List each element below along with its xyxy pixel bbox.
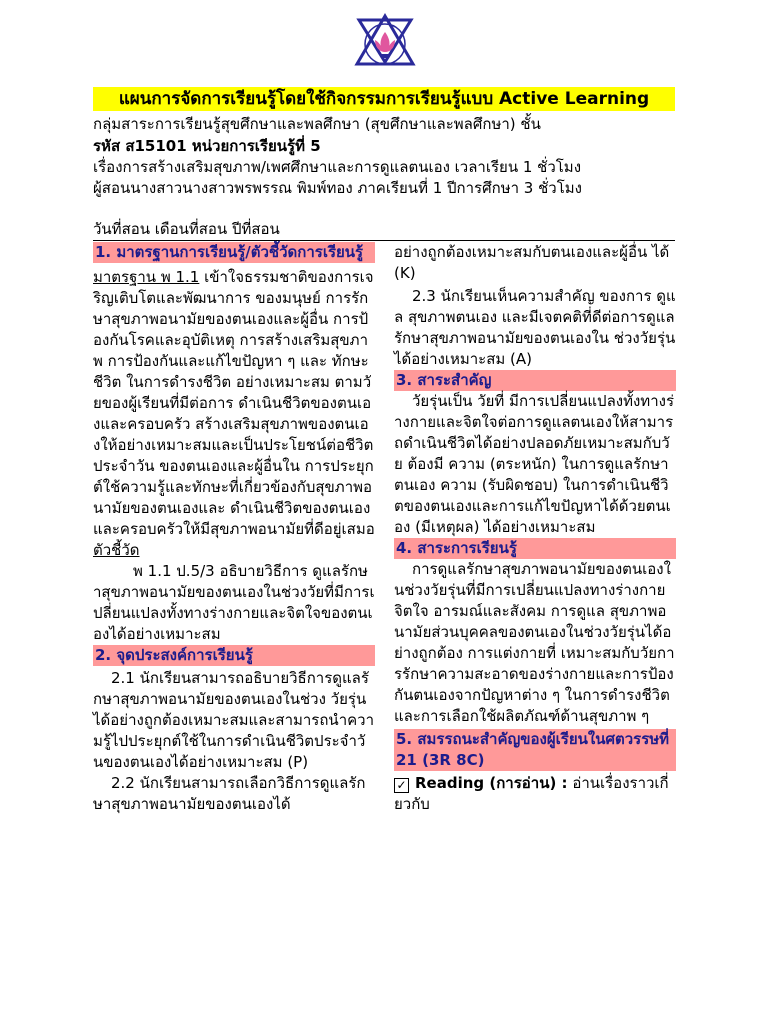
objective-2-3: 2.3 นักเรียนเห็นความสำคัญ ของการ ดูแล สุขภาพตนเอง และมีเจตคติที่ดีต่อการดูแลรักษาสุขภาพอนามัยของตนเองใน ช่วงวัยรุ่น ได้อย่างเหมาะสม (A) xyxy=(394,287,676,368)
objective-2-2-continued: อย่างถูกต้องเหมาะสมกับตนเองและผู้อื่น ได้ (K) xyxy=(394,243,670,282)
reading-label: Reading (การอ่าน) : xyxy=(415,774,568,792)
header-divider xyxy=(93,240,675,241)
section-5-heading: 5. สมรรถนะสำคัญของผู้เรียนในศตวรรษที่ 21 (3R 8C) xyxy=(394,729,676,771)
objective-2-1: 2.1 นักเรียนสามารถอธิบายวิธีการดูแลรักษาสุขภาพอนามัยของตนเองในช่วง วัยรุ่น ได้อย่างถูกต้องเหมาะสมและสามารถนำความรู้ไปประยุกต์ใช้ในการดำเนินชีวิตประจำวันของตนเองได้อย่างเหมาะสม (P) xyxy=(93,669,374,771)
document-title: แผนการจัดการเรียนรู้โดยใช้กิจกรรมการเรียนรู้แบบ Active Learning xyxy=(93,87,675,111)
standard-text: เข้าใจธรรมชาติของการเจริญเติบโตและพัฒนาการ ของมนุษย์ การรักษาสุขภาพอนามัยของตนเองและผู้อื่น การป้องกันโรคและอุบัติเหตุ การสร้างเสริมสุขภาพ การป้องกันและแก้ไขปัญหา ๆ และ ทักษะชีวิต ในการดำรงชีวิต อย่างเหมาะสม ตามวัยของผู้เรียนที่มีต่อการ ดำเนินชีวิตของตนเองและครอบครัว สร้างเสริมสุขภาพของตนเองให้อย่างเหมาะสมและเป็นประโยชน์ต่อชีวิตประจำวัน ของตนเองและผู้อื่นใน การประยุกต์ใช้ความรู้และทักษะที่เกี่ยวข้องกับสุขภาพอนามัยของตนเองและ ดำเนินชีวิตของตนเองและครอบครัวให้มีสุขภาพอนามัยที่ดีอยู่เสมอ xyxy=(93,268,375,538)
reading-text: อ่านเรื่องราวเกี่ยวกับ xyxy=(394,774,669,813)
header-date-line: วันที่สอน เดือนที่สอน ปีที่สอน xyxy=(93,220,280,238)
section-1-heading: 1. มาตรฐานการเรียนรู้/ตัวชี้วัดการเรียนรู้ xyxy=(93,242,375,263)
indicator-label: ตัวชี้วัด xyxy=(93,541,140,559)
header-teacher-line: ผู้สอนนางสาวนางสาวพรพรรณ พิมพ์ทอง ภาคเรียนที่ 1 ปีการศึกษา 3 ชั่วโมง xyxy=(93,179,582,197)
standard-label: มาตรฐาน พ 1.1 xyxy=(93,268,200,286)
right-column xyxy=(394,242,676,815)
section-2-heading: 2. จุดประสงค์การเรียนรู้ xyxy=(93,645,375,666)
standard-paragraph xyxy=(93,267,375,540)
content-text: การดูแลรักษาสุขภาพอนามัยของตนเองในช่วงวัยรุ่นที่มีการเปลี่ยนแปลงทางร่างกาย จิตใจ อารมณ์และสังคม การดูแล สุขภาพอนามัยส่วนบุคคลของตนเองในช่วงวัยรุ่นได้อย่างถูกต้อง การแต่งกายที่ เหมาะสมกับวัยการรักษาความสะอาดของร่างกายและการป้องกันตนเองจากปัญหาต่าง ๆ ในการดำรงชีวิตและการเลือกใช้ผลิตภัณฑ์ด้านสุขภาพ ๆ xyxy=(394,560,675,725)
section-3-heading: 3. สาระสำคัญ xyxy=(394,370,676,391)
header-topic-line: เรื่องการสร้างเสริมสุขภาพ/เพศศึกษาและการดูแลตนเอง เวลาเรียน 1 ชั่วโมง xyxy=(93,158,582,176)
essence-text: วัยรุ่นเป็น วัยที่ มีการเปลี่ยนแปลงทั้งทางร่างกายและจิตใจต่อการดูแลตนเองให้สามารถดำเนินชีวิตได้อย่างปลอดภัยเหมาะสมกับวัย ต้องมี ความ (ตระหนัก) ในการดูแลรักษาตนเอง ความ (รับผิดชอบ) ในการดำเนินชีวิตของตนเองและการแก้ไขปัญหาได้ด้วยตนเอง (มีเหตุผล) ได้อย่างเหมาะสม xyxy=(394,392,675,536)
indicator-text: พ 1.1 ป.5/3 อธิบายวิธีการ ดูแลรักษาสุขภาพอนามัยของตนเองในช่วงวัยที่มีการเปลี่ยนแปลงทั้งทางร่างกายและจิตใจของตนเองได้อย่างเหมาะสม xyxy=(93,562,375,643)
left-column xyxy=(93,242,375,815)
header-subject-line: กลุ่มสาระการเรียนรู้สุขศึกษาและพลศึกษา (สุขศึกษาและพลศึกษา) ชั้น xyxy=(93,115,541,133)
objective-2-2: 2.2 นักเรียนสามารถเลือกวิธีการดูแลรักษาสุขภาพอนามัยของตนเองได้ xyxy=(93,774,366,813)
checkbox-checked-icon: ✓ xyxy=(394,778,409,793)
school-logo-icon xyxy=(353,12,417,76)
section-4-heading: 4. สาระการเรียนรู้ xyxy=(394,538,676,559)
reading-item xyxy=(394,773,676,815)
header-code-line: รหัส ส15101 หน่วยการเรียนรู้ที่ 5 xyxy=(93,137,321,155)
